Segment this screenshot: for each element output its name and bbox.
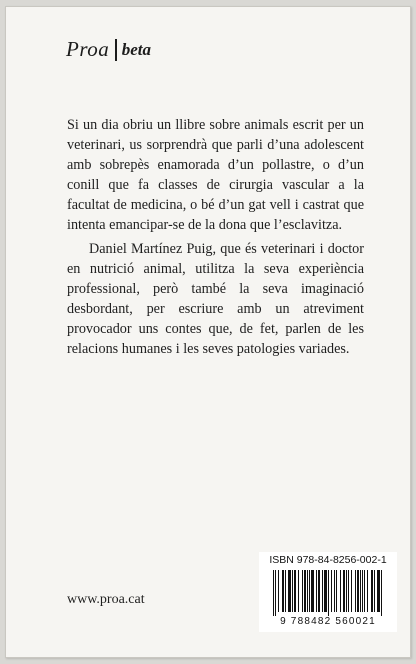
barcode-bar (273, 570, 274, 616)
barcode-bar (331, 570, 332, 612)
publisher-url: www.proa.cat (67, 592, 145, 607)
barcode-bar (357, 570, 359, 612)
barcode-bar (324, 570, 327, 612)
barcode-bar (322, 570, 323, 612)
barcode-bar (304, 570, 306, 612)
publisher-logo (66, 37, 151, 62)
barcode-bar (316, 570, 317, 612)
barcode-bar (371, 570, 373, 612)
barcode-bar (282, 570, 284, 612)
barcode-bar (311, 570, 314, 612)
barcode-bar (367, 570, 368, 612)
logo-divider (115, 39, 117, 61)
ean-number: 9 788482 560021 (280, 616, 376, 627)
barcode-bar (377, 570, 380, 612)
barcode-bar (334, 570, 335, 612)
barcode-bar (328, 570, 329, 616)
blurb-paragraph-2: Daniel Martínez Puig, que és veterinari i doctor en nutrició animal, utilitza la seva experiència professional, però també la seva imaginació desbordant, per escriure amb un atreviment provocador uns contes que, de fet, parlen de les relacions humanes i les seves patologies variades. (67, 241, 364, 357)
barcode-bar (348, 570, 349, 612)
barcode-bar (288, 570, 291, 612)
barcode-bar (374, 570, 375, 612)
barcode-bar (302, 570, 303, 612)
barcode-bar (294, 570, 296, 612)
isbn-label: ISBN 978-84-8256-002-1 (269, 554, 387, 566)
barcode-bar (346, 570, 347, 612)
barcode-bar (381, 570, 382, 616)
barcode-bar (285, 570, 286, 612)
barcode-bar (318, 570, 320, 612)
series-name: beta (121, 39, 152, 59)
book-blurb (67, 115, 364, 359)
blurb-paragraph-1: Si un dia obriu un llibre sobre animals escrit per un veterinari, us sorprendrà que parli d’una adolescent amb sobrepès enamorada d’un pollastre, o d’un conill que fa classes de cirurgia vascular a la facultat de medicina, o bé d’un gat vell i castrat que intenta emancipar-se de la dona que l’esclavitza. (67, 117, 364, 233)
barcode-bar (336, 570, 337, 612)
barcode-bar (278, 570, 279, 612)
barcode-bar (340, 570, 341, 612)
barcode-bar (360, 570, 361, 612)
barcode-bar (292, 570, 293, 612)
barcode-bar (309, 570, 310, 612)
barcode-bar (362, 570, 363, 612)
barcode-bar (298, 570, 299, 612)
barcode-bar (355, 570, 356, 612)
barcode-bar (351, 570, 352, 612)
publisher-name: Proa (66, 37, 110, 61)
barcode-bar (364, 570, 365, 612)
barcode-bar (307, 570, 308, 612)
barcode-bar (343, 570, 345, 612)
barcode-bar (275, 570, 276, 616)
barcode-block (259, 552, 397, 632)
back-cover (5, 6, 411, 658)
barcode-icon (273, 570, 383, 616)
